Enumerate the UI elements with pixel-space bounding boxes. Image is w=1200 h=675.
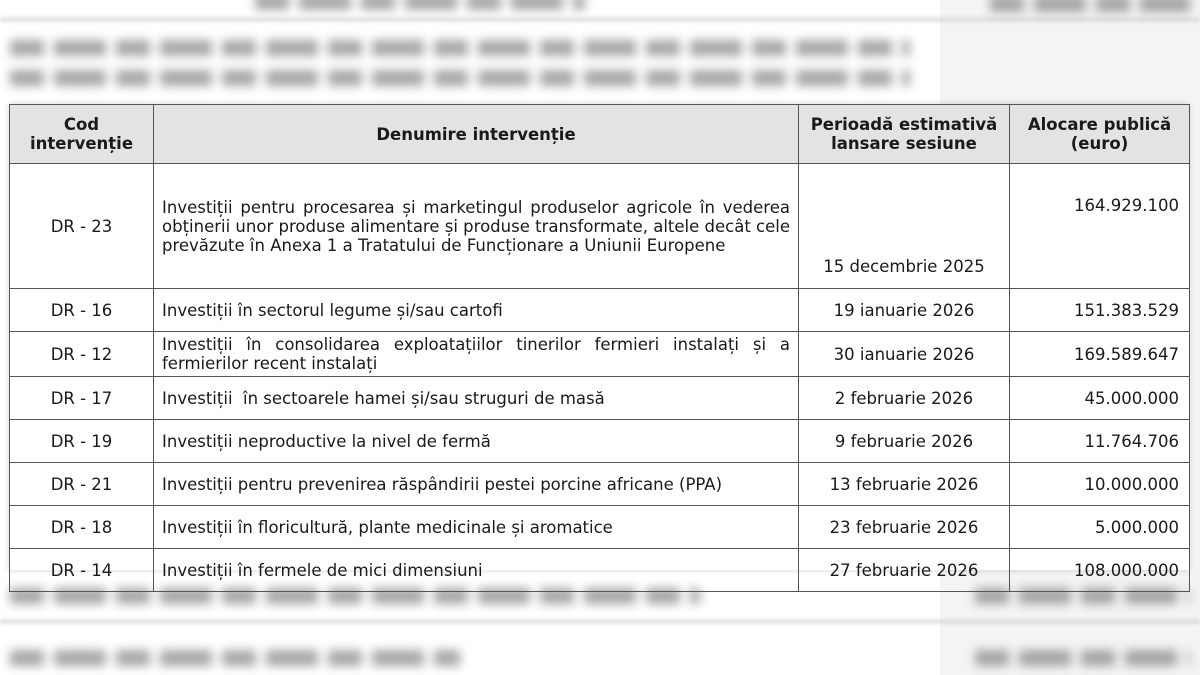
table-row (10, 463, 1190, 506)
cell-name: Investiții pentru prevenirea răspândirii pestei porcine africane (PPA) (154, 463, 799, 506)
cell-period: 13 februarie 2026 (799, 463, 1010, 506)
cell-name: Investiții neproductive la nivel de fermă (154, 420, 799, 463)
cell-name: Investiții în sectoarele hamei și/sau struguri de masă (154, 377, 799, 420)
cell-code: DR - 18 (10, 506, 154, 549)
background-blurred-text (10, 40, 910, 56)
table-row (10, 377, 1190, 420)
cell-allocation: 45.000.000 (1010, 377, 1190, 420)
interventions-table (9, 104, 1190, 592)
cell-name: Investiții pentru procesarea și marketingul produselor agricole în vederea obținerii unor produse alimentare și produse transformate, altele decât cele prevăzute în Anexa 1 a Tratatului de Funcționare a Uniunii Europene (154, 164, 799, 289)
table-row (10, 506, 1190, 549)
interventions-table-card (9, 104, 1189, 580)
cell-period: 2 februarie 2026 (799, 377, 1010, 420)
background-blurred-text (10, 650, 460, 666)
cell-allocation: 164.929.100 (1010, 164, 1190, 289)
header-period: Perioadă estimativă lansare sesiune (799, 105, 1010, 164)
cell-name: Investiții în sectorul legume și/sau cartofi (154, 289, 799, 332)
cell-code: DR - 23 (10, 164, 154, 289)
header-name: Denumire intervenție (154, 105, 799, 164)
cell-code: DR - 16 (10, 289, 154, 332)
header-allocation: Alocare publică (euro) (1010, 105, 1190, 164)
table-row (10, 549, 1190, 592)
cell-name: Investiții în consolidarea exploatațiilor tinerilor fermieri instalați și a fermierilor recent instalați (154, 332, 799, 377)
cell-name: Investiții în fermele de mici dimensiuni (154, 549, 799, 592)
cell-period: 19 ianuarie 2026 (799, 289, 1010, 332)
background-blurred-text (975, 650, 1190, 666)
table-row (10, 164, 1190, 289)
background-blurred-text (990, 0, 1190, 12)
background-divider (0, 620, 1200, 623)
table-header-row (10, 105, 1190, 164)
table-row (10, 420, 1190, 463)
cell-period: 9 februarie 2026 (799, 420, 1010, 463)
cell-allocation: 108.000.000 (1010, 549, 1190, 592)
background-blurred-text (255, 0, 585, 10)
table-row (10, 289, 1190, 332)
cell-allocation: 10.000.000 (1010, 463, 1190, 506)
background-blurred-text (10, 70, 910, 86)
cell-allocation: 5.000.000 (1010, 506, 1190, 549)
cell-code: DR - 14 (10, 549, 154, 592)
cell-period: 27 februarie 2026 (799, 549, 1010, 592)
cell-period: 30 ianuarie 2026 (799, 332, 1010, 377)
header-code: Cod intervenție (10, 105, 154, 164)
table-row (10, 332, 1190, 377)
cell-code: DR - 12 (10, 332, 154, 377)
cell-code: DR - 19 (10, 420, 154, 463)
cell-period: 15 decembrie 2025 (799, 164, 1010, 289)
cell-code: DR - 21 (10, 463, 154, 506)
cell-allocation: 169.589.647 (1010, 332, 1190, 377)
cell-code: DR - 17 (10, 377, 154, 420)
cell-name: Investiții în floricultură, plante medicinale și aromatice (154, 506, 799, 549)
cell-allocation: 11.764.706 (1010, 420, 1190, 463)
cell-period: 23 februarie 2026 (799, 506, 1010, 549)
background-divider (0, 18, 1200, 21)
cell-allocation: 151.383.529 (1010, 289, 1190, 332)
